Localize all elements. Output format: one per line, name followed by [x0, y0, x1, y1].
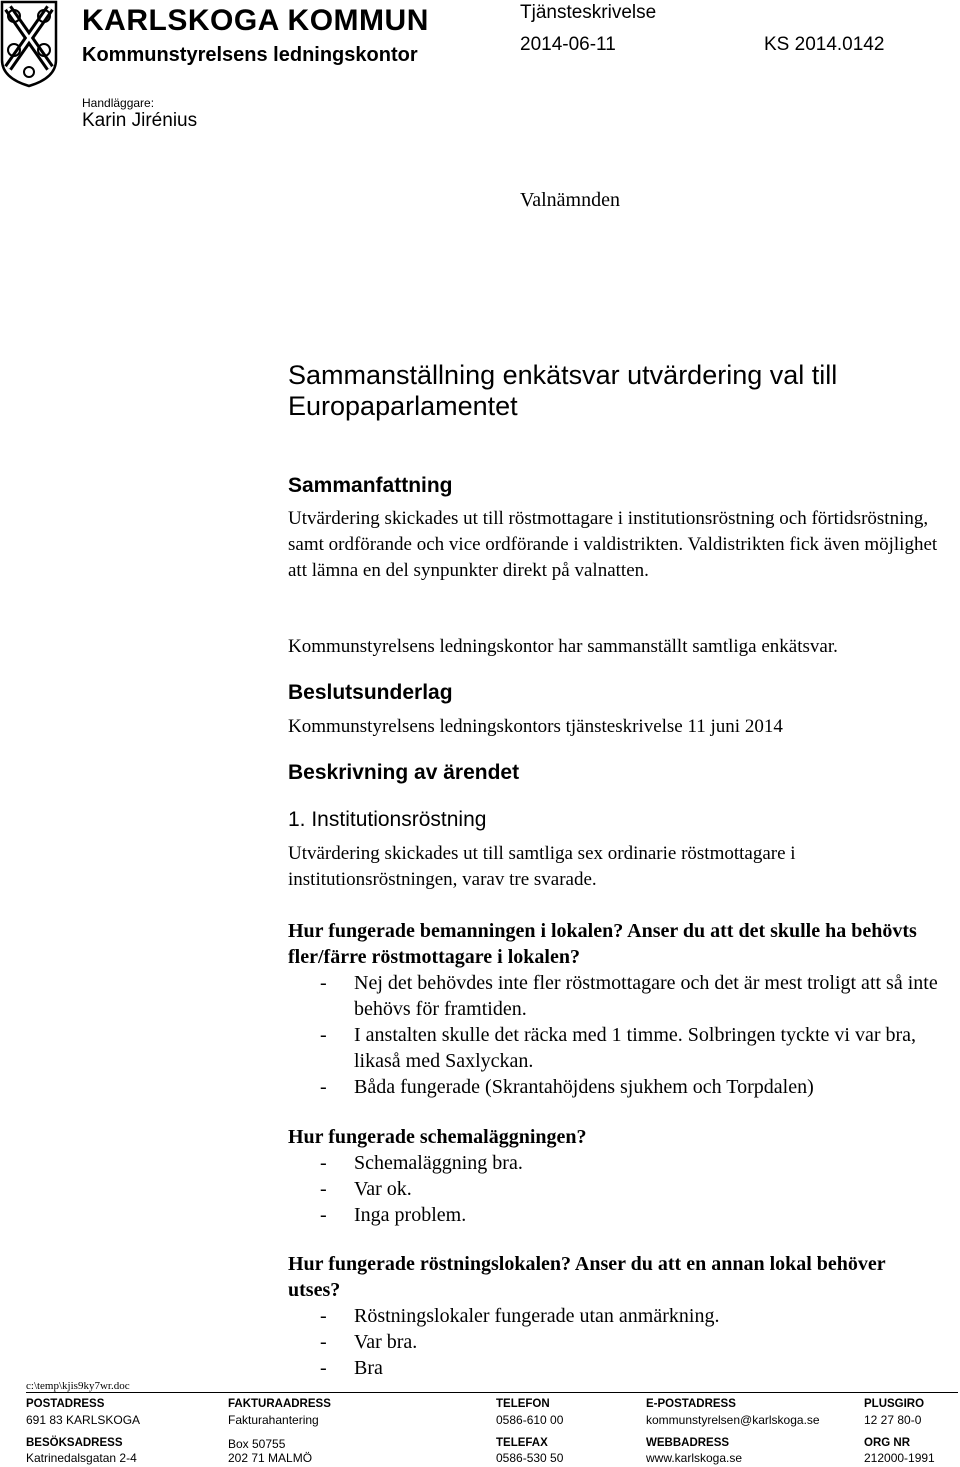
answer-text: Båda fungerade (Skrantahöjdens sjukhem och Torpdalen): [354, 1076, 814, 1098]
question-block-staffing: [288, 918, 938, 1100]
postal-address-value: 691 83 KARLSKOGA: [26, 1413, 141, 1427]
description-intro: Utvärdering skickades ut till samtliga sex ordinarie röstmottagare i institutionsröstningen, varav tre svarade.: [288, 843, 796, 890]
question-block-scheduling: [288, 1124, 938, 1228]
dash-marker: -: [320, 1204, 327, 1226]
basis-heading: Beslutsunderlag: [288, 681, 453, 704]
answer-list: [288, 1303, 938, 1381]
dash-marker: -: [320, 1357, 327, 1379]
description-heading: Beskrivning av ärendet: [288, 761, 520, 784]
list-item: [288, 1329, 938, 1355]
website-value: www.karlskoga.se: [646, 1451, 743, 1465]
org-department: Kommunstyrelsens ledningskontor: [82, 44, 418, 66]
list-item: [288, 1074, 938, 1100]
document-date: 2014-06-11: [520, 34, 616, 55]
footer-divider: [26, 1392, 958, 1393]
title-line-2: Europaparlamentet: [288, 391, 518, 421]
dash-marker: -: [320, 1178, 327, 1200]
visiting-address-label: BESÖKSADRESS: [26, 1437, 123, 1449]
question-block-venue: [288, 1251, 938, 1381]
list-item: [288, 1150, 938, 1176]
answer-text: Röstningslokaler fungerade utan anmärkning.: [354, 1305, 720, 1327]
dash-marker: -: [320, 972, 327, 994]
invoice-address-value: Fakturahantering: [228, 1413, 319, 1427]
invoice-city-value: 202 71 MALMÖ: [228, 1451, 313, 1465]
list-item: [288, 1176, 938, 1202]
document-type: Tjänsteskrivelse: [520, 2, 657, 23]
summary-heading: Sammanfattning: [288, 474, 453, 497]
question-text: Hur fungerade bemanningen i lokalen? Anser du att det skulle ha behövts fler/färre röstmottagare i lokalen?: [288, 920, 917, 968]
question-text: Hur fungerade schemaläggningen?: [288, 1126, 587, 1148]
answer-text: Bra: [354, 1357, 383, 1379]
list-item: [288, 1355, 938, 1381]
org-number-value: 212000-1991: [864, 1451, 935, 1465]
handler-label: Handläggare:: [82, 96, 155, 110]
answer-text: Var ok.: [354, 1178, 412, 1200]
list-item: [288, 1022, 938, 1074]
invoice-box-value: Box 50755: [228, 1437, 286, 1451]
coat-of-arms-icon: [0, 0, 58, 88]
title-line-1: Sammanställning enkätsvar utvärdering val till: [288, 360, 838, 390]
dash-marker: -: [320, 1076, 327, 1098]
plusgiro-value: 12 27 80-0: [864, 1413, 922, 1427]
dash-marker: -: [320, 1305, 327, 1327]
invoice-address-label: FAKTURAADRESS: [228, 1398, 331, 1410]
answer-text: Schemaläggning bra.: [354, 1152, 523, 1174]
list-item: [288, 970, 938, 1022]
phone-value: 0586-610 00: [496, 1413, 564, 1427]
recipient: Valnämnden: [520, 189, 620, 211]
fax-label: TELEFAX: [496, 1437, 548, 1449]
fax-value: 0586-530 50: [496, 1451, 564, 1465]
answer-list: [288, 1150, 938, 1228]
list-item: [288, 1202, 938, 1228]
postal-address-label: POSTADRESS: [26, 1398, 105, 1410]
dash-marker: -: [320, 1024, 327, 1046]
phone-label: TELEFON: [496, 1398, 550, 1410]
answer-text: Nej det behövdes inte fler röstmottagare och det är mest troligt att så inte behövs för framtiden.: [354, 972, 938, 1020]
dash-marker: -: [320, 1152, 327, 1174]
list-item: [288, 1303, 938, 1329]
page-title: [288, 360, 928, 422]
visiting-address-value: Katrinedalsgatan 2-4: [26, 1451, 137, 1465]
website-label: WEBBADRESS: [646, 1437, 730, 1449]
section-heading-institution: 1. Institutionsröstning: [288, 808, 487, 831]
handler-name: Karin Jirénius: [82, 110, 198, 131]
answer-text: Var bra.: [354, 1331, 418, 1353]
org-number-label: ORG NR: [864, 1437, 910, 1449]
dash-marker: -: [320, 1331, 327, 1353]
org-name: KARLSKOGA KOMMUN: [82, 4, 429, 37]
email-value: kommunstyrelsen@karlskoga.se: [646, 1413, 820, 1427]
basis-text: Kommunstyrelsens ledningskontors tjänsteskrivelse 11 juni 2014: [288, 716, 783, 737]
summary-paragraph-2: Kommunstyrelsens ledningskontor har sammanställt samtliga enkätsvar.: [288, 636, 838, 657]
summary-paragraph: Utvärdering skickades ut till röstmottagare i institutionsröstning och förtidsröstning, samt ordförande och vice ordförande i valdistrikten. Valdistrikten fick även möjlighet att lämna en del synpunkter direkt på valnatten.: [288, 508, 938, 581]
plusgiro-label: PLUSGIRO: [864, 1398, 925, 1410]
question-text: Hur fungerade röstningslokalen? Anser du att en annan lokal behöver utses?: [288, 1253, 886, 1301]
file-reference: c:\temp\kjis9ky7wr.doc: [26, 1380, 130, 1392]
document-reference: KS 2014.0142: [764, 34, 885, 55]
answer-list: [288, 970, 938, 1100]
email-label: E-POSTADRESS: [646, 1398, 736, 1410]
answer-text: I anstalten skulle det räcka med 1 timme. Solbringen tyckte vi var bra, likaså med Saxlyckan.: [354, 1024, 917, 1072]
answer-text: Inga problem.: [354, 1204, 467, 1226]
